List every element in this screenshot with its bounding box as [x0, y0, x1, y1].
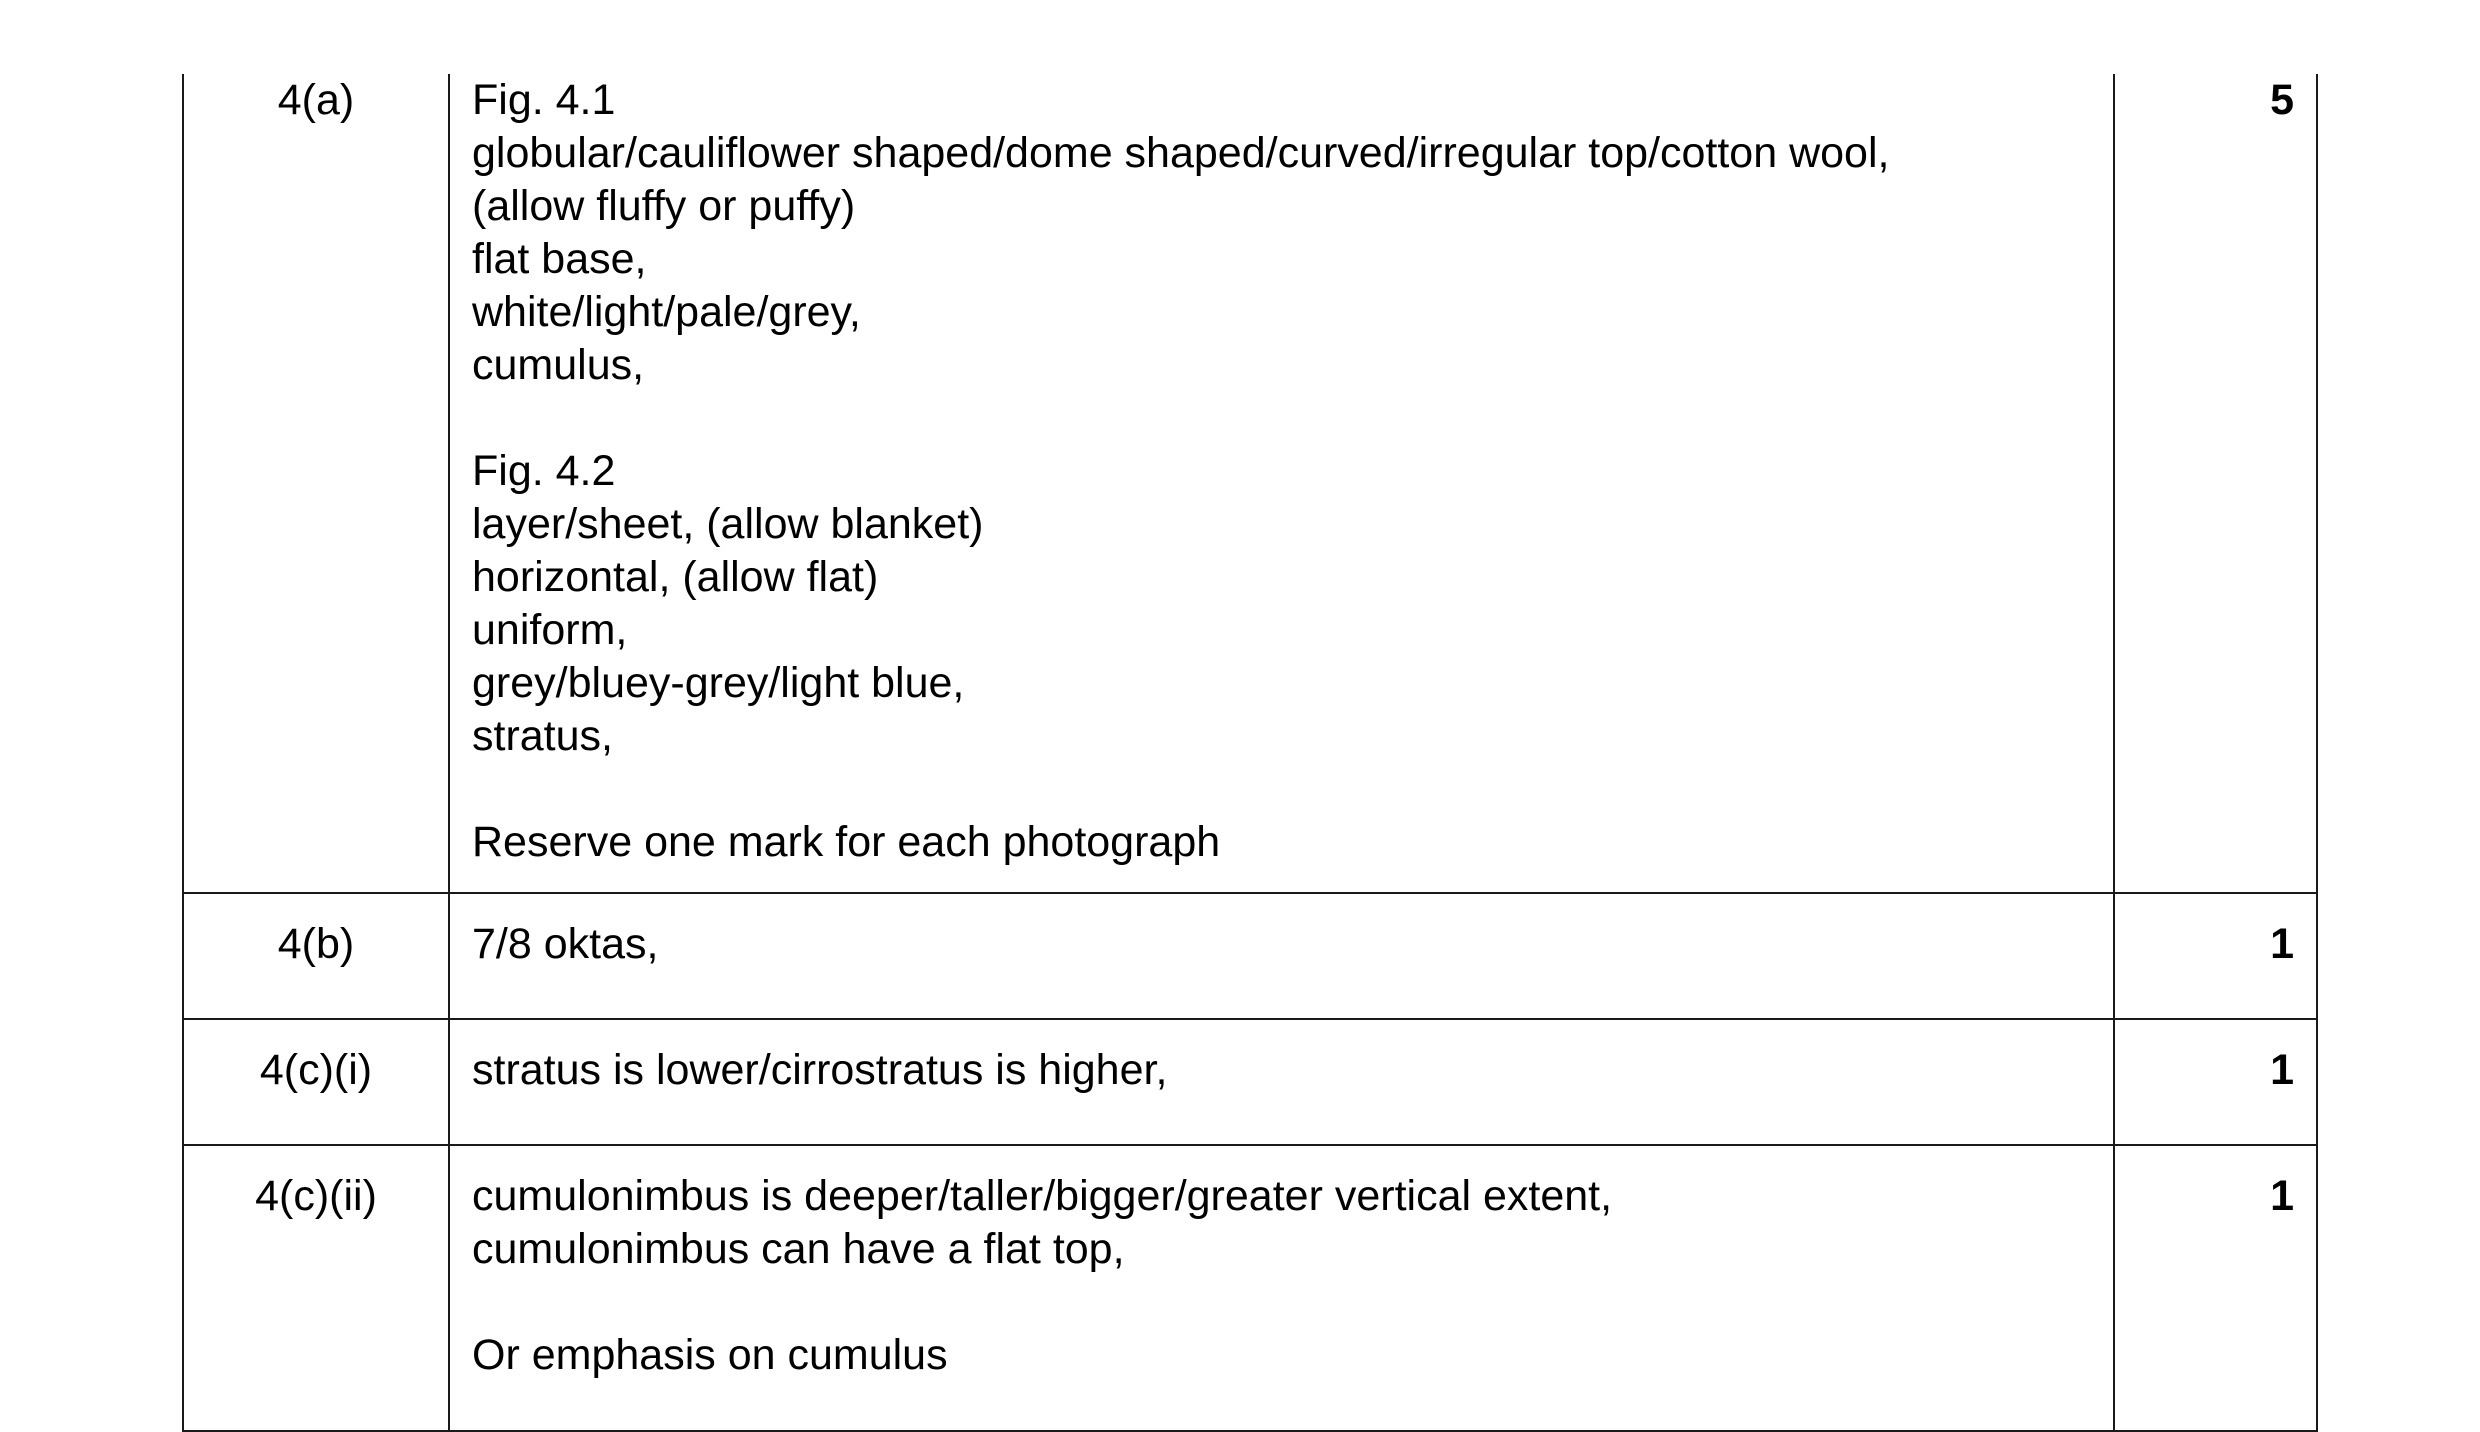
paragraph-gap — [472, 1276, 2093, 1329]
marks-cell — [2114, 1019, 2317, 1145]
answer-line: horizontal, (allow flat) — [472, 553, 879, 601]
answer-line: globular/cauliflower shaped/dome shaped/curved/irregular top/cotton wool, — [472, 129, 1890, 177]
question-number: 4(a) — [277, 76, 355, 124]
answer-line: Fig. 4.1 — [472, 76, 616, 124]
paragraph-gap — [472, 392, 2093, 445]
question-number: 4(b) — [277, 920, 355, 968]
answer-line: Or emphasis on cumulus — [472, 1331, 948, 1379]
paragraph-gap — [472, 763, 2093, 816]
marks-value: 1 — [2270, 1172, 2294, 1220]
answer-cell — [449, 74, 2114, 893]
table-row — [183, 893, 2317, 1019]
answer-cell — [449, 1145, 2114, 1431]
answer-line: (allow fluffy or puffy) — [472, 182, 856, 230]
answer-line: cumulus, — [472, 341, 645, 389]
question-number-cell — [183, 74, 449, 893]
answer-line: stratus is lower/cirrostratus is higher, — [472, 1046, 1168, 1094]
answer-line: cumulonimbus can have a flat top, — [472, 1225, 1125, 1273]
answer-line: stratus, — [472, 712, 613, 760]
question-number: 4(c)(ii) — [255, 1172, 377, 1220]
question-number: 4(c)(i) — [259, 1046, 373, 1094]
answer-cell — [449, 1019, 2114, 1145]
question-number-cell — [183, 1145, 449, 1431]
table-row — [183, 74, 2317, 893]
mark-scheme-table — [182, 74, 2318, 1432]
marks-value: 1 — [2270, 920, 2294, 968]
marks-value: 5 — [2270, 76, 2294, 124]
answer-line: layer/sheet, (allow blanket) — [472, 500, 984, 548]
answer-line: white/light/pale/grey, — [472, 288, 861, 336]
marks-cell — [2114, 74, 2317, 893]
answer-line: cumulonimbus is deeper/taller/bigger/greater vertical extent, — [472, 1172, 1613, 1220]
answer-line: 7/8 oktas, — [472, 920, 659, 968]
marks-value: 1 — [2270, 1046, 2294, 1094]
answer-line: Fig. 4.2 — [472, 447, 616, 495]
answer-line: flat base, — [472, 235, 647, 283]
answer-line: Reserve one mark for each photograph — [472, 818, 1221, 866]
question-number-cell — [183, 893, 449, 1019]
table-row — [183, 1019, 2317, 1145]
answer-line: grey/bluey-grey/light blue, — [472, 659, 965, 707]
answer-cell — [449, 893, 2114, 1019]
question-number-cell — [183, 1019, 449, 1145]
marks-cell — [2114, 893, 2317, 1019]
marks-cell — [2114, 1145, 2317, 1431]
table-row — [183, 1145, 2317, 1431]
answer-line: uniform, — [472, 606, 628, 654]
